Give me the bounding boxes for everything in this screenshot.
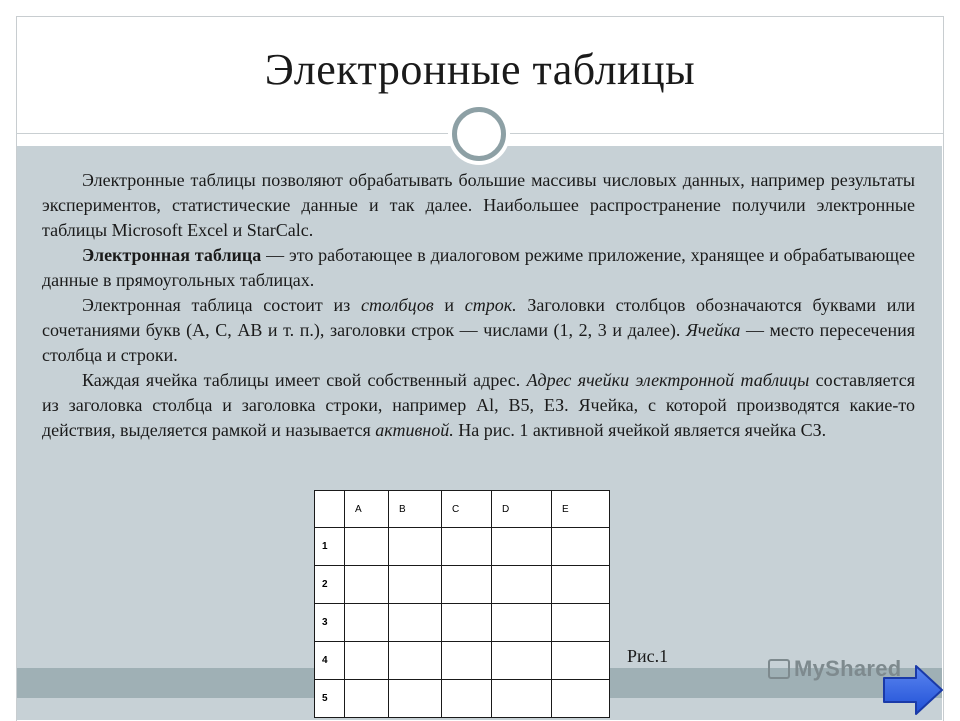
body-text: [42, 168, 915, 443]
row-header-2: 2: [315, 566, 345, 604]
cell-d1: [492, 528, 552, 566]
watermark-text: MyShared: [794, 656, 902, 681]
corner-cell: [315, 491, 345, 528]
cell-d2: [492, 566, 552, 604]
cell-c1: [442, 528, 492, 566]
cell-c5: [442, 680, 492, 718]
cell-c2: [442, 566, 492, 604]
column-header-c: C: [442, 491, 492, 528]
table-row: [315, 566, 610, 604]
circle-ornament-icon: [452, 107, 506, 161]
column-header-a: A: [345, 491, 389, 528]
paragraph-address: Каждая ячейка таблицы имеет свой собственный адрес. Адрес ячейки электронной таблицы составляется из заголовка столбца и заголовка строки, например Al, В5, ЕЗ. Ячейка, с которой производятся какие-то действия, выделяется рамкой и называется активной. На рис. 1 активной ячейкой является ячейка СЗ.: [42, 370, 916, 440]
cell-b4: [389, 642, 442, 680]
table-row: [315, 604, 610, 642]
header-row: [315, 491, 610, 528]
cell-a5: [345, 680, 389, 718]
term-spreadsheet: Электронная таблица: [82, 245, 262, 265]
term-cell: Ячейка: [685, 320, 741, 340]
term-active: активной.: [375, 420, 454, 440]
term-columns: столбцов: [360, 295, 434, 315]
row-header-4: 4: [315, 642, 345, 680]
row-header-1: 1: [315, 528, 345, 566]
cell-d3: [492, 604, 552, 642]
cell-d5: [492, 680, 552, 718]
cell-e3: [552, 604, 610, 642]
column-header-b: B: [389, 491, 442, 528]
paragraph-definition: Электронная таблица — это работающее в диалоговом режиме приложение, хранящее и обрабатывающее данные в прямоугольных таблицах.: [42, 245, 915, 290]
term-rows: строк.: [464, 295, 517, 315]
cell-b3: [389, 604, 442, 642]
cell-e5: [552, 680, 610, 718]
next-slide-button[interactable]: [880, 662, 946, 718]
cell-e2: [552, 566, 610, 604]
cell-a2: [345, 566, 389, 604]
term-cell-address: Адрес ячейки электронной таблицы: [526, 370, 810, 390]
cell-c4: [442, 642, 492, 680]
cell-b5: [389, 680, 442, 718]
cell-c3: [442, 604, 492, 642]
column-header-e: E: [552, 491, 610, 528]
slide-title: Электронные таблицы: [264, 45, 696, 94]
cell-a3: [345, 604, 389, 642]
arrow-right-icon: [884, 666, 942, 714]
row-header-5: 5: [315, 680, 345, 718]
cell-e1: [552, 528, 610, 566]
paragraph-intro: Электронные таблицы позволяют обрабатывать большие массивы числовых данных, например результаты экспериментов, статистические данные и так далее. Наибольшее распространение получили электронные таблицы Microsoft Excel и StarCalc.: [42, 170, 915, 240]
table-row: [315, 642, 610, 680]
cell-b2: [389, 566, 442, 604]
presentation-icon: [768, 659, 790, 679]
cell-e4: [552, 642, 610, 680]
paragraph-structure: Электронная таблица состоит из столбцов и строк. Заголовки столбцов обозначаются буквами или сочетаниями букв (А, С, АВ и т. п.), заголовки строк — числами (1, 2, 3 и далее). Ячейка — место пересечения столбца и строки.: [42, 295, 915, 365]
cell-b1: [389, 528, 442, 566]
cell-d4: [492, 642, 552, 680]
spreadsheet-figure: [314, 490, 610, 718]
table-row: [315, 528, 610, 566]
cell-a1: [345, 528, 389, 566]
cell-a4: [345, 642, 389, 680]
table-row: [315, 680, 610, 718]
column-header-d: D: [492, 491, 552, 528]
figure-caption: Рис.1: [627, 646, 669, 666]
row-header-3: 3: [315, 604, 345, 642]
